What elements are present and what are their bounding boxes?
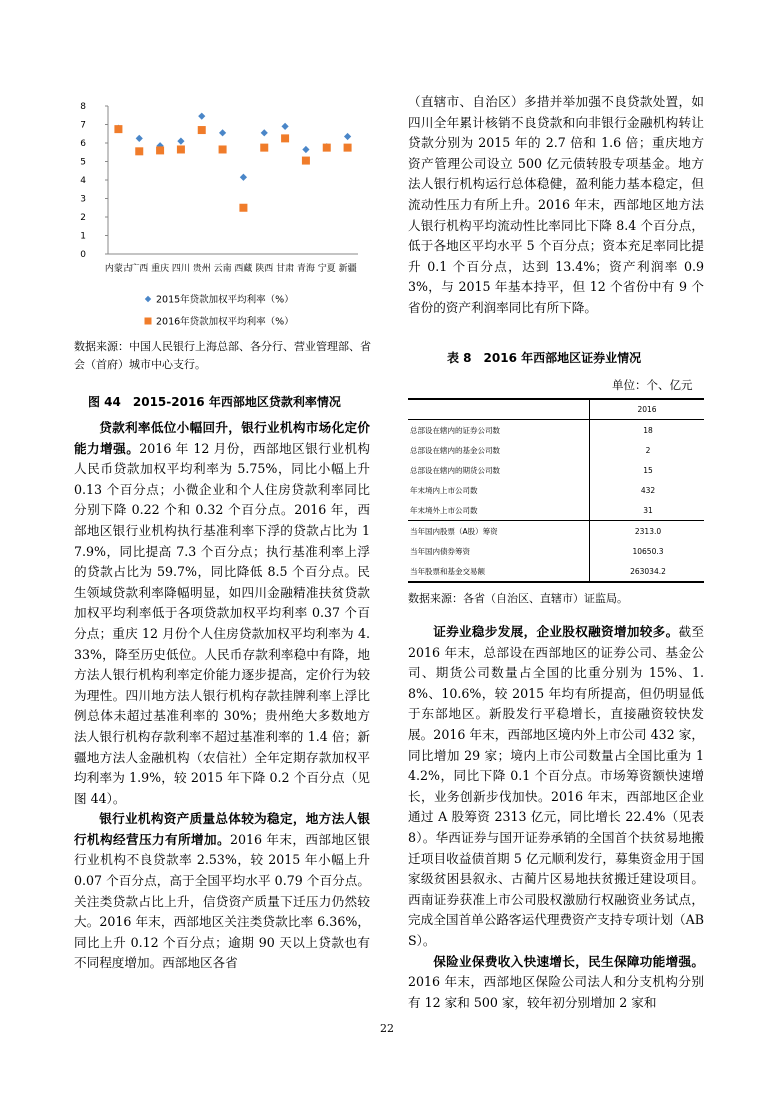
table-row <box>408 480 704 500</box>
data-point-2015 <box>261 129 268 136</box>
table-row <box>408 541 704 561</box>
data-point-2015 <box>198 113 205 120</box>
paragraph-text: （直辖市、自治区）多措并举加强不良贷款处置，如四川全年累计核销不良贷款和向非银行金融机构转让贷款分别为 2015 年的 2.7 倍和 1.6 倍；重庆地方资产管理公司设立 500 亿元债转股专项基金。地方法人银行机构运行总体稳健，盈利能力基本稳定，但流动性压力有所上升。2016 年末，西部地区地方法人银行机构平均流动性比率同比下降 8.4 个百分点，低于各地区平均水平 5 个百分点；资本充足率同比提升 0.1 个百分点，达到 13.4%；资产利润率 0.93%，与 2015 年基本持平，但 12 个省份中有 9 个省份的资产利润率同比有所下降。 <box>408 94 704 315</box>
paragraph-text: 2016 年 12 月份，西部地区银行业机构人民币贷款加权平均利率为 5.75%，同比小幅上升 0.13 个百分点；小微企业和个人住房贷款利率同比分别下降 0.22 个和 0.32 个百分点。2016 年，西部地区银行业机构执行基准利率下浮的贷款占比为 17.9%，同比提高 7.3 个百分点；执行基准利率上浮的贷款占比为 59.7%，同比降低 8.5 个百分点。民生领域贷款利率降幅明显，如四川金融精准扶贫贷款加权平均利率低于各项贷款加权平均利率 0.37 个百分点；重庆 12 月份个人住房贷款加权平均利率为 4.33%，降至历史低位。人民币存款利率稳中有降，地方法人银行机构利率定价能力逐步提高，定价行为较为理性。四川地方法人银行机构存款挂牌利率上浮比例总体未超过基准利率的 30%；贵州绝大多数地方法人银行机构存款利率不超过基准利率的 1.4 倍；新疆地方法人金融机构（农信社）全年定期存款加权平均利率为 1.9%，较 2015 年下降 0.2 个百分点（见图 44）。 <box>74 440 370 806</box>
table-caption: 表 8 2016 年西部地区证券业情况 <box>447 351 642 365</box>
legend-label: 2015年贷款加权平均利率（%） <box>156 294 294 306</box>
table-row <box>408 460 704 480</box>
row-label: 当年国内债券筹资 <box>410 546 470 556</box>
y-tick-label: 3 <box>80 194 86 205</box>
y-tick-label: 5 <box>80 157 86 168</box>
data-point-2016 <box>239 204 247 212</box>
x-tick-label: 云南 <box>213 264 232 274</box>
data-point-2015 <box>136 135 143 142</box>
row-label: 年末境外上市公司数 <box>410 505 478 515</box>
y-tick-label: 8 <box>80 102 86 112</box>
chart-legend <box>145 294 294 328</box>
x-tick-label: 广西 <box>130 264 149 274</box>
paragraph-loan-rate <box>74 418 370 809</box>
data-point-2016 <box>198 126 206 134</box>
x-tick-label: 青海 <box>296 264 315 274</box>
x-tick-label: 内蒙古 <box>104 264 132 274</box>
paragraph-insurance <box>408 952 704 1014</box>
x-tick-label: 甘肃 <box>276 264 295 274</box>
row-label: 当年股票和基金交易额 <box>408 561 590 582</box>
row-value: 2313.0 <box>590 521 705 542</box>
table-row <box>408 500 704 521</box>
x-tick-label: 宁夏 <box>317 264 336 274</box>
y-tick-label: 7 <box>80 120 86 131</box>
paragraph-lead: 保险业保费收入快速增长，民生保障功能增强。 <box>433 953 704 969</box>
row-label: 总部设在辖内的证券公司数 <box>410 425 500 435</box>
right-column-bottom <box>408 622 704 1013</box>
y-tick-label: 6 <box>80 139 86 149</box>
table-row <box>408 561 704 582</box>
row-value: 10650.3 <box>590 541 705 561</box>
data-point-2016 <box>135 147 143 155</box>
y-tick-label: 2 <box>80 213 86 223</box>
data-point-2016 <box>344 144 352 152</box>
row-value: 2 <box>590 440 705 460</box>
y-tick-label: 0 <box>80 250 86 260</box>
data-point-2015 <box>302 146 309 153</box>
paragraph-text: 截至 2016 年末，总部设在西部地区的证券公司、基金公司、期货公司数量占全国的比重分别为 15%、1.8%、10.6%，较 2015 年均有所提高，但仍明显低于东部地区。新股发行平稳增长，直接融资较快发展。2016 年末，西部地区境内外上市公司 432 家，同比增加 29 家；境内上市公司数量占全国比重为 14.2%，同比下降 0.1 个百分点。市场筹资额快速增长，业务创新步伐加快。2016 年末，西部地区企业通过 A 股筹资 2313 亿元，同比增长 22.4%（见表 8）。华西证券与国开证券承销的全国首个扶贫易地搬迁项目收益债首期 5 亿元顺利发行，募集资金用于国家级贫困县叙永、古蔺片区易地扶贫搬迁建设项目。西南证券获准上市公司股权激励行权融资业务试点，完成全国首单公路客运代理费资产支持专项计划（ABS）。 <box>408 624 705 948</box>
data-point-2015 <box>240 174 247 181</box>
interest-rate-chart <box>70 96 360 336</box>
data-point-2016 <box>156 146 164 154</box>
figure-caption: 图 44 2015-2016 年西部地区贷款利率情况 <box>88 395 341 409</box>
data-point-2016 <box>219 145 227 153</box>
paragraph-continuation <box>408 92 704 319</box>
data-point-2016 <box>177 145 185 153</box>
paragraph-securities <box>408 622 704 952</box>
legend-marker-2016 <box>145 318 152 325</box>
table-header-blank <box>408 399 590 420</box>
paragraph-lead: 银行业机构资产质量总体较为稳定，地方法人银行机构经营压力有所增加。 <box>74 811 370 847</box>
data-point-2016 <box>281 134 289 142</box>
data-point-2016 <box>323 144 331 152</box>
paragraph-text: 2016 年末，西部地区银行业机构不良贷款率 2.53%，较 2015 年小幅上升 0.07 个百分点，高于全国平均水平 0.79 个百分点。关注类贷款占比上升，信贷资产质量下迁压力仍然较大。2016 年末，西部地区关注类贷款比率 6.36%，同比上升 0.12 个百分点；逾期 90 天以上贷款也有不同程度增加。西部地区各省 <box>74 831 370 971</box>
legend-label: 2016年贷款加权平均利率（%） <box>156 316 294 328</box>
row-label: 总部设在辖内的期货公司数 <box>410 465 500 475</box>
y-tick-label: 1 <box>80 231 86 242</box>
data-point-2015 <box>281 123 288 130</box>
x-tick-label: 贵州 <box>192 264 211 274</box>
x-tick-label: 新疆 <box>338 264 357 274</box>
table-row <box>408 440 704 460</box>
data-point-2015 <box>219 129 226 136</box>
x-tick-label: 重庆 <box>151 264 170 274</box>
table-row <box>408 521 704 542</box>
row-value: 18 <box>590 420 705 441</box>
table-row <box>408 420 704 441</box>
x-tick-label: 四川 <box>171 264 190 274</box>
chart-marks <box>114 113 351 212</box>
table-source: 数据来源：各省（自治区、直辖市）证监局。 <box>408 592 628 605</box>
data-point-2015 <box>177 138 184 145</box>
row-value: 15 <box>590 460 705 480</box>
row-value: 432 <box>590 480 705 500</box>
row-value: 31 <box>590 500 705 521</box>
securities-table <box>408 398 704 583</box>
table-header-year: 2016 <box>590 399 705 420</box>
y-tick-label: 4 <box>80 176 86 186</box>
table-unit: 单位：个、亿元 <box>612 378 693 392</box>
data-point-2016 <box>260 144 268 152</box>
data-point-2016 <box>302 157 310 165</box>
right-column-top <box>408 92 704 319</box>
page-number: 22 <box>380 1022 394 1035</box>
paragraph-text: 2016 年末，西部地区保险公司法人和分支机构分别有 12 家和 500 家，较年初分别增加 2 家和 <box>408 974 704 1010</box>
left-column <box>74 418 370 974</box>
row-value: 263034.2 <box>590 561 705 582</box>
x-tick-label: 西藏 <box>234 264 253 274</box>
figure-source: 数据来源：中国人民银行上海总部、各分行、营业管理部、省会（首府）城市中心支行。 <box>74 340 371 371</box>
paragraph-lead: 证券业稳步发展，企业股权融资增加较多。 <box>433 624 679 639</box>
paragraph-lead: 贷款利率低位小幅回升，银行业机构市场化定价能力增强。 <box>74 420 370 456</box>
row-label: 当年国内股票（A股）筹资 <box>408 521 590 542</box>
row-label: 年末境内上市公司数 <box>410 485 478 495</box>
data-point-2015 <box>344 133 351 140</box>
x-tick-label: 陕西 <box>255 264 274 274</box>
paragraph-asset-quality <box>74 809 370 974</box>
row-label: 总部设在辖内的基金公司数 <box>410 445 500 455</box>
data-point-2016 <box>114 125 122 133</box>
legend-marker-2015 <box>145 296 151 302</box>
